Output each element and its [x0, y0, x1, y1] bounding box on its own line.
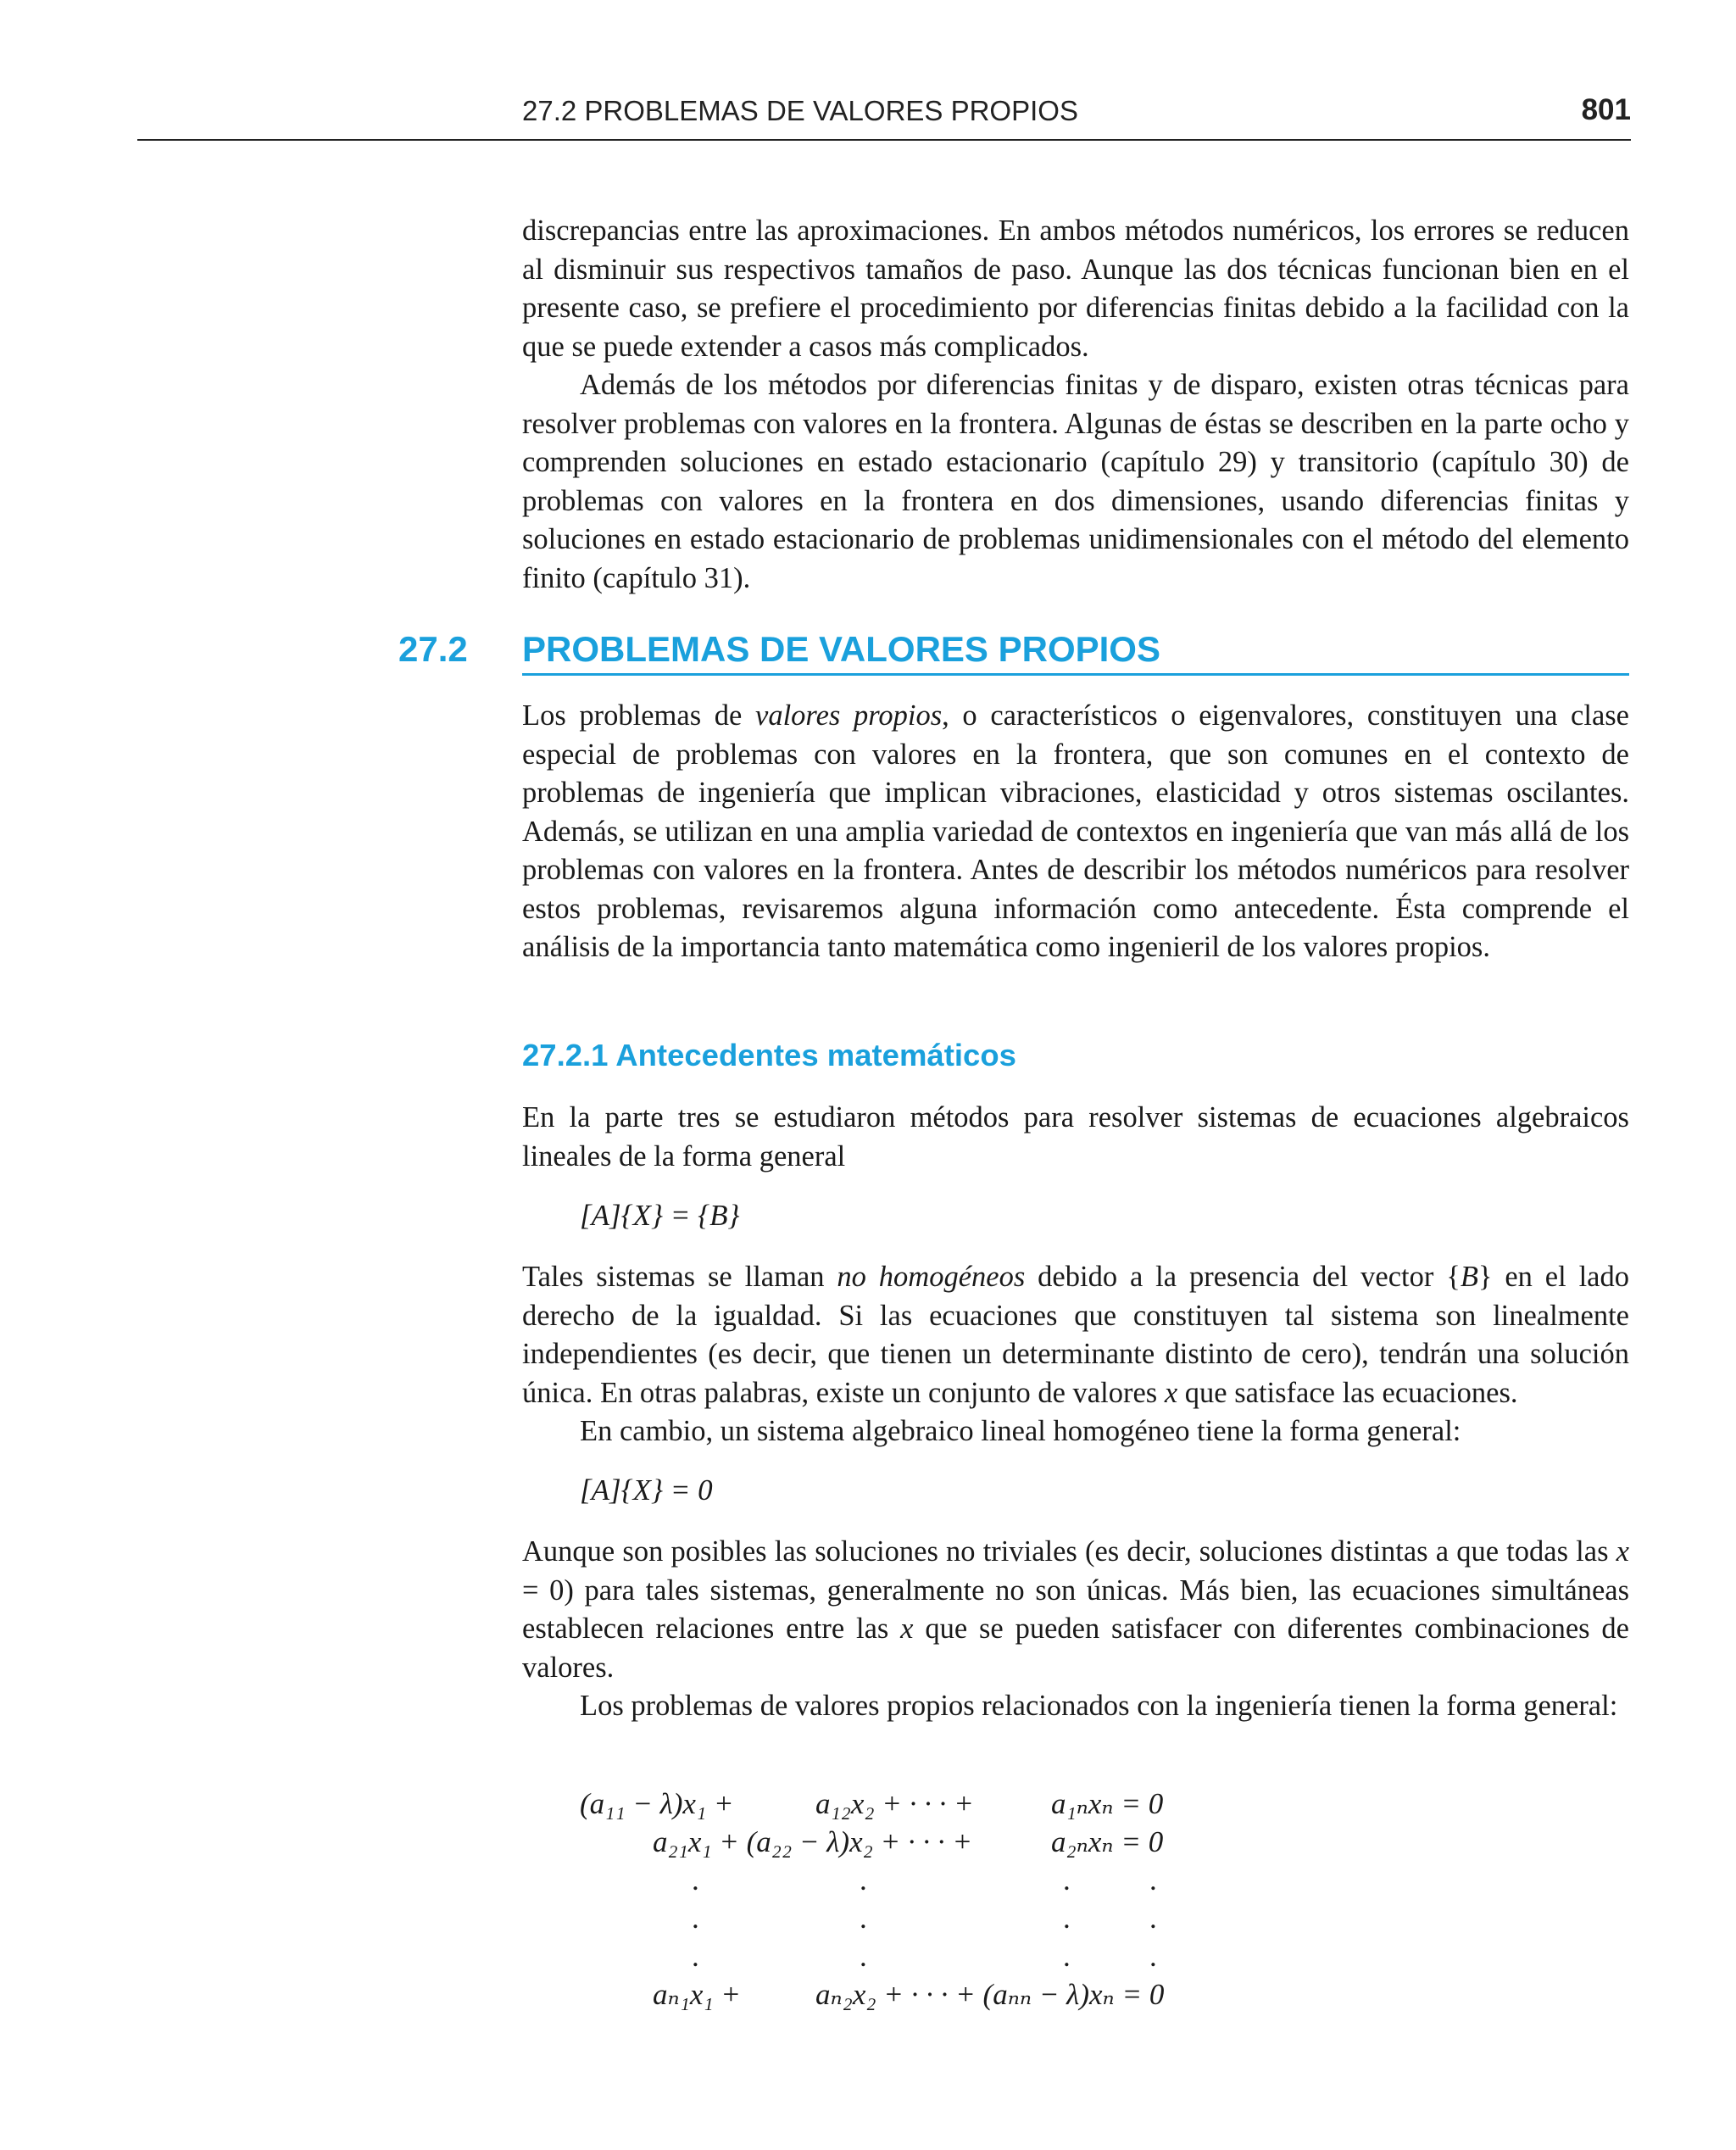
section-title: PROBLEMAS DE VALORES PROPIOS [522, 629, 1629, 676]
dot: . [860, 1940, 867, 1973]
paragraph: Los problemas de valores propios relacionados con la ingeniería tienen la forma general: [580, 1690, 1618, 1722]
system-row-n [580, 1978, 1173, 2016]
subsection-paragraph-3 [522, 1533, 1629, 1726]
system-term: a₂₁x₁ + (a₂₂ − λ)x₂ + · · · + [653, 1825, 973, 1858]
equation-nonhomogeneous [580, 1196, 739, 1234]
system-row-1 [580, 1787, 1173, 1825]
text-run: Los problemas de [522, 699, 756, 732]
intro-paragraph-2: Además de los métodos por diferencias finitas y de disparo, existen otras técnicas para resolver problemas con valores en la frontera. Algunas de éstas se describen en la parte ocho y comprenden soluciones en estado estacionario (capítulo 29) y transitorio (capítulo 30) de problemas con valores en la frontera en dos dimensiones, usando diferencias finitas y soluciones en estado estacionario de problemas unidimensionales con el método del elemento finito (capítulo 31). [522, 369, 1629, 594]
text-run: Tales sistemas se llaman [522, 1261, 837, 1293]
dot: . [692, 1902, 699, 1935]
dot: . [692, 1863, 699, 1897]
system-dots-row [580, 1940, 1173, 1978]
italic-var: x [1164, 1376, 1178, 1409]
system-term: aₙ₂x₂ + · · · + (aₙₙ − λ)xₙ = 0 [815, 1978, 1165, 2011]
running-title: 27.2 PROBLEMAS DE VALORES PROPIOS [522, 95, 1078, 126]
text-run: que se pueden satisfacer con diferentes combinaciones de valores. [522, 1612, 1629, 1684]
system-dots-row [580, 1902, 1173, 1940]
subsection-title: 27.2.1 Antecedentes matemáticos [522, 1038, 1016, 1072]
italic-term: valores propios [755, 699, 943, 732]
dot: . [1149, 1902, 1157, 1935]
section-number: 27.2 [398, 629, 468, 669]
section-paragraph-1 [522, 697, 1629, 967]
text-run: que satisface las ecuaciones. [1177, 1376, 1518, 1409]
dot: . [860, 1863, 867, 1897]
subsection-paragraph-2 [522, 1258, 1629, 1451]
system-dots-row [580, 1863, 1173, 1902]
text-run: , o característicos o eigenvalores, constituyen una clase especial de problemas con valores en la frontera, que son comunes en el contexto de problemas de ingeniería que implican vibraciones, elasticidad y otros sistemas oscilantes. Además, se utilizan en una amplia variedad de contextos en ingeniería que van más allá de los problemas con valores en la frontera. Antes de describir los métodos numéricos para resolver estos problemas, revisaremos alguna información como antecedente. Ésta comprende el análisis de la importancia tanto matemática como ingenieril de los valores propios. [522, 699, 1629, 963]
italic-var: B [1460, 1261, 1478, 1293]
text-run: Aunque son posibles las soluciones no triviales (es decir, soluciones distintas a que todas las [522, 1535, 1616, 1568]
running-head [137, 92, 1631, 141]
equation-text: [A]{X} = {B} [580, 1199, 740, 1232]
dot: . [1063, 1902, 1071, 1935]
paragraph: En la parte tres se estudiaron métodos para resolver sistemas de ecuaciones algebraicos lineales de la forma general [522, 1101, 1629, 1172]
italic-var: x [900, 1612, 914, 1645]
dot: . [1063, 1863, 1071, 1897]
system-term: aₙ₁x₁ + [653, 1978, 741, 2011]
system-term: a₂ₙxₙ = 0 [1051, 1825, 1164, 1858]
dot: . [692, 1940, 699, 1973]
text-run: = 0) para tales sistemas, generalmente no son únicas. Más bien, las ecuaciones simultáneas establecen relaciones entre las [522, 1574, 1629, 1645]
system-row-2 [580, 1825, 1173, 1863]
intro-paragraph-1: discrepancias entre las aproximaciones. En ambos métodos numéricos, los errores se reducen al disminuir sus respectivos tamaños de paso. Aunque las dos técnicas funcionan bien en el presente caso, se prefiere el procedimiento por diferencias finitas debido a la facilidad con la que se puede extender a casos más complicados. [522, 214, 1629, 363]
page-number: 801 [1581, 93, 1631, 126]
system-term: a₁₂x₂ + · · · + [815, 1787, 974, 1820]
paragraph: En cambio, un sistema algebraico lineal homogéneo tiene la forma general: [580, 1415, 1461, 1447]
equation-text: [A]{X} = 0 [580, 1473, 713, 1507]
italic-var: x [1616, 1535, 1629, 1568]
dot: . [1063, 1940, 1071, 1973]
dot: . [1149, 1863, 1157, 1897]
intro-block [522, 212, 1629, 598]
dot: . [1149, 1940, 1157, 1973]
equation-homogeneous [580, 1471, 713, 1509]
system-term: (a₁₁ − λ)x₁ + [580, 1787, 734, 1820]
subsection-paragraph-1 [522, 1099, 1629, 1176]
text-run: } en el lado derecho de la igualdad. Si las ecuaciones que constituyen tal sistema son linealmente independientes (es decir, que tienen un determinante distinto de cero), tendrán una solución única. En otras palabras, existe un conjunto de valores [522, 1261, 1629, 1409]
text-run: debido a la presencia del vector { [1025, 1261, 1461, 1293]
italic-term: no homogéneos [837, 1261, 1026, 1293]
eigen-system [580, 1787, 1173, 2011]
system-term: a₁ₙxₙ = 0 [1051, 1787, 1164, 1820]
dot: . [860, 1902, 867, 1935]
